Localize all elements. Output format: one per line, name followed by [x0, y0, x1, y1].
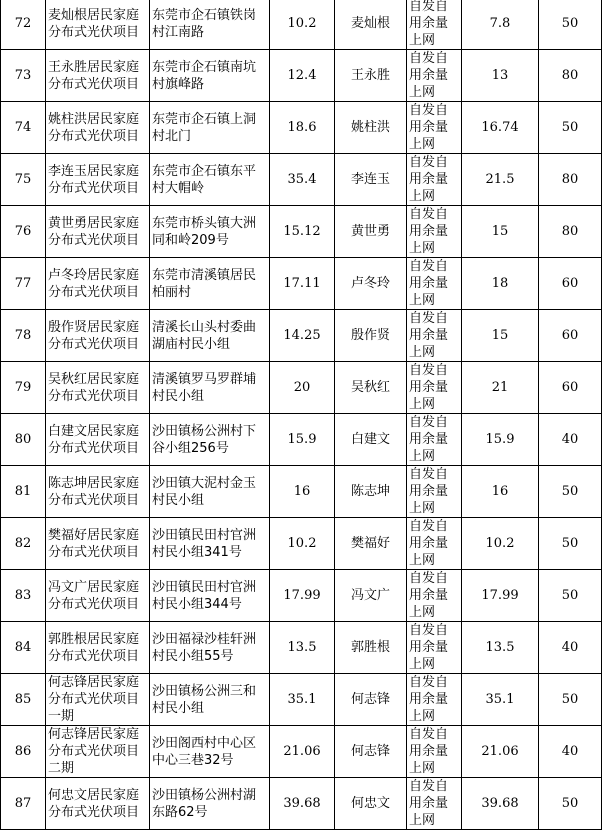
table-row — [1, 310, 602, 362]
cell-project-name: 白建文居民家庭分布式光伏项目 — [46, 414, 150, 466]
cell-grid-mode: 自发自用余量上网 — [407, 258, 462, 310]
cell-project-name: 何志锋居民家庭分布式光伏项目一期 — [46, 674, 150, 726]
cell-value-b: 50 — [539, 102, 602, 154]
cell-value-a: 15 — [462, 310, 539, 362]
cell-number: 75 — [1, 154, 46, 206]
cell-address: 沙田阁西村中心区中心三巷32号 — [150, 726, 270, 778]
table-row — [1, 362, 602, 414]
cell-value-a: 39.68 — [462, 778, 539, 830]
cell-capacity: 10.2 — [270, 518, 335, 570]
cell-grid-mode: 自发自用余量上网 — [407, 622, 462, 674]
table-row — [1, 0, 602, 50]
cell-grid-mode: 自发自用余量上网 — [407, 726, 462, 778]
cell-owner: 何志锋 — [335, 726, 407, 778]
table-row — [1, 674, 602, 726]
cell-value-b: 60 — [539, 362, 602, 414]
cell-grid-mode: 自发自用余量上网 — [407, 674, 462, 726]
cell-value-b: 40 — [539, 622, 602, 674]
cell-value-b: 40 — [539, 414, 602, 466]
cell-value-b: 50 — [539, 674, 602, 726]
cell-grid-mode: 自发自用余量上网 — [407, 50, 462, 102]
cell-value-a: 10.2 — [462, 518, 539, 570]
cell-capacity: 13.5 — [270, 622, 335, 674]
cell-owner: 何志锋 — [335, 674, 407, 726]
cell-value-b: 50 — [539, 570, 602, 622]
cell-address: 沙田镇民田村官洲村民小组341号 — [150, 518, 270, 570]
table-row — [1, 778, 602, 830]
cell-project-name: 黄世勇居民家庭分布式光伏项目 — [46, 206, 150, 258]
cell-capacity: 15.9 — [270, 414, 335, 466]
cell-owner: 麦灿根 — [335, 0, 407, 50]
table-row — [1, 258, 602, 310]
cell-grid-mode: 自发自用余量上网 — [407, 362, 462, 414]
cell-owner: 殷作贤 — [335, 310, 407, 362]
cell-value-a: 16.74 — [462, 102, 539, 154]
cell-capacity: 39.68 — [270, 778, 335, 830]
cell-number: 84 — [1, 622, 46, 674]
cell-project-name: 何忠文居民家庭分布式光伏项目 — [46, 778, 150, 830]
cell-number: 77 — [1, 258, 46, 310]
cell-value-a: 7.8 — [462, 0, 539, 50]
cell-address: 沙田镇杨公洲村湖东路62号 — [150, 778, 270, 830]
cell-owner: 郭胜根 — [335, 622, 407, 674]
cell-project-name: 冯文广居民家庭分布式光伏项目 — [46, 570, 150, 622]
cell-owner: 姚柱洪 — [335, 102, 407, 154]
cell-value-a: 13 — [462, 50, 539, 102]
cell-value-b: 50 — [539, 778, 602, 830]
cell-value-a: 21 — [462, 362, 539, 414]
cell-grid-mode: 自发自用余量上网 — [407, 206, 462, 258]
cell-number: 82 — [1, 518, 46, 570]
cell-address: 沙田镇大泥村金玉村民小组 — [150, 466, 270, 518]
cell-grid-mode: 自发自用余量上网 — [407, 0, 462, 50]
cell-project-name: 郭胜根居民家庭分布式光伏项目 — [46, 622, 150, 674]
cell-owner: 樊福好 — [335, 518, 407, 570]
table-row — [1, 570, 602, 622]
cell-number: 80 — [1, 414, 46, 466]
cell-value-b: 60 — [539, 310, 602, 362]
cell-address: 沙田镇杨公洲三和村民小组 — [150, 674, 270, 726]
cell-capacity: 35.4 — [270, 154, 335, 206]
cell-value-b: 60 — [539, 258, 602, 310]
cell-address: 东莞市桥头镇大洲同和岭209号 — [150, 206, 270, 258]
cell-value-b: 80 — [539, 154, 602, 206]
table-row — [1, 102, 602, 154]
table-row — [1, 154, 602, 206]
cell-number: 86 — [1, 726, 46, 778]
cell-project-name: 陈志坤居民家庭分布式光伏项目 — [46, 466, 150, 518]
cell-owner: 卢冬玲 — [335, 258, 407, 310]
cell-project-name: 殷作贤居民家庭分布式光伏项目 — [46, 310, 150, 362]
cell-value-a: 15.9 — [462, 414, 539, 466]
cell-address: 清溪镇罗马罗群埔村民小组 — [150, 362, 270, 414]
cell-grid-mode: 自发自用余量上网 — [407, 414, 462, 466]
cell-owner: 黄世勇 — [335, 206, 407, 258]
cell-capacity: 17.11 — [270, 258, 335, 310]
cell-value-a: 17.99 — [462, 570, 539, 622]
cell-owner: 陈志坤 — [335, 466, 407, 518]
cell-capacity: 15.12 — [270, 206, 335, 258]
cell-value-b: 40 — [539, 726, 602, 778]
cell-address: 东莞市企石镇上洞村北门 — [150, 102, 270, 154]
cell-capacity: 16 — [270, 466, 335, 518]
cell-project-name: 麦灿根居民家庭分布式光伏项目 — [46, 0, 150, 50]
cell-project-name: 何志锋居民家庭分布式光伏项目二期 — [46, 726, 150, 778]
cell-value-a: 21.06 — [462, 726, 539, 778]
cell-address: 东莞市企石镇东平村大帽岭 — [150, 154, 270, 206]
cell-owner: 白建文 — [335, 414, 407, 466]
cell-number: 81 — [1, 466, 46, 518]
cell-address: 沙田镇杨公洲村下谷小组256号 — [150, 414, 270, 466]
cell-capacity: 21.06 — [270, 726, 335, 778]
cell-project-name: 吴秋红居民家庭分布式光伏项目 — [46, 362, 150, 414]
cell-address: 沙田镇民田村官洲村民小组344号 — [150, 570, 270, 622]
cell-address: 沙田福禄沙桂轩洲村民小组55号 — [150, 622, 270, 674]
cell-owner: 吴秋红 — [335, 362, 407, 414]
cell-value-b: 50 — [539, 466, 602, 518]
cell-value-a: 16 — [462, 466, 539, 518]
cell-project-name: 卢冬玲居民家庭分布式光伏项目 — [46, 258, 150, 310]
cell-capacity: 20 — [270, 362, 335, 414]
cell-grid-mode: 自发自用余量上网 — [407, 102, 462, 154]
table-row — [1, 50, 602, 102]
cell-grid-mode: 自发自用余量上网 — [407, 570, 462, 622]
cell-project-name: 王永胜居民家庭分布式光伏项目 — [46, 50, 150, 102]
cell-value-a: 21.5 — [462, 154, 539, 206]
cell-project-name: 樊福好居民家庭分布式光伏项目 — [46, 518, 150, 570]
cell-project-name: 姚柱洪居民家庭分布式光伏项目 — [46, 102, 150, 154]
cell-value-b: 80 — [539, 50, 602, 102]
cell-number: 79 — [1, 362, 46, 414]
cell-number: 72 — [1, 0, 46, 50]
cell-address: 东莞市清溪镇居民柏丽村 — [150, 258, 270, 310]
cell-value-b: 80 — [539, 206, 602, 258]
cell-value-b: 50 — [539, 518, 602, 570]
cell-value-a: 35.1 — [462, 674, 539, 726]
cell-value-a: 15 — [462, 206, 539, 258]
cell-grid-mode: 自发自用余量上网 — [407, 518, 462, 570]
cell-owner: 王永胜 — [335, 50, 407, 102]
cell-address: 清溪长山头村委曲湖庙村民小组 — [150, 310, 270, 362]
cell-grid-mode: 自发自用余量上网 — [407, 310, 462, 362]
table-row — [1, 726, 602, 778]
cell-grid-mode: 自发自用余量上网 — [407, 778, 462, 830]
table-row — [1, 518, 602, 570]
cell-capacity: 17.99 — [270, 570, 335, 622]
cell-owner: 冯文广 — [335, 570, 407, 622]
cell-capacity: 35.1 — [270, 674, 335, 726]
table-row — [1, 622, 602, 674]
cell-address: 东莞市企石镇南坑村旗峰路 — [150, 50, 270, 102]
cell-grid-mode: 自发自用余量上网 — [407, 154, 462, 206]
cell-number: 74 — [1, 102, 46, 154]
cell-capacity: 14.25 — [270, 310, 335, 362]
cell-grid-mode: 自发自用余量上网 — [407, 466, 462, 518]
cell-number: 73 — [1, 50, 46, 102]
cell-capacity: 10.2 — [270, 0, 335, 50]
table-row — [1, 414, 602, 466]
cell-number: 87 — [1, 778, 46, 830]
cell-owner: 李连玉 — [335, 154, 407, 206]
cell-number: 85 — [1, 674, 46, 726]
cell-number: 78 — [1, 310, 46, 362]
cell-capacity: 18.6 — [270, 102, 335, 154]
cell-value-b: 50 — [539, 0, 602, 50]
table-body — [1, 0, 602, 830]
cell-value-a: 18 — [462, 258, 539, 310]
cell-address: 东莞市企石镇铁岗村江南路 — [150, 0, 270, 50]
cell-value-a: 13.5 — [462, 622, 539, 674]
cell-project-name: 李连玉居民家庭分布式光伏项目 — [46, 154, 150, 206]
cell-number: 76 — [1, 206, 46, 258]
table-row — [1, 466, 602, 518]
table-row — [1, 206, 602, 258]
cell-number: 83 — [1, 570, 46, 622]
cell-owner: 何忠文 — [335, 778, 407, 830]
cell-capacity: 12.4 — [270, 50, 335, 102]
